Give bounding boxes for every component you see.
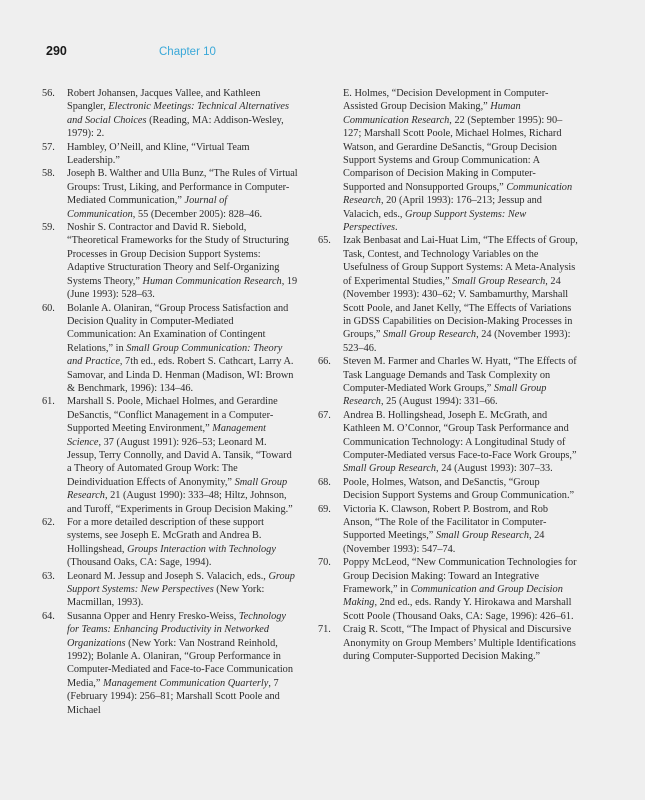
right-column (318, 87, 578, 663)
reference-text: Noshir S. Contractor and David R. Siebold, “Theoretical Frameworks for the Study of Structuring Processes in Group Decision Support Systems: Adaptive Structuration Theory and Self-Organizing Systems Theory,” Human Communication Research, 19 (June 1993): 528–63. (67, 222, 298, 301)
reference-number: 64. (42, 610, 55, 622)
reference-text: Marshall S. Poole, Michael Holmes, and Gerardine DeSanctis, “Conflict Management in a Computer-Supported Meeting Environment,” Management Science, 37 (August 1991): 926–53; Leonard M. Jessup, Terry Connolly, and David A. Tansik, “Toward a Theory of Automated Group Work: The Deindividuation Effects of Anonymity,” Small Group Research, 21 (August 1990): 333–48; Hiltz, Johnson, and Turoff, “Experiments in Group Decision Making.” (67, 396, 293, 515)
reference-entry (42, 167, 298, 221)
reference-text: Hambley, O’Neill, and Kline, “Virtual Team Leadership.” (67, 141, 250, 167)
reference-number: 56. (42, 88, 55, 99)
reference-entry (42, 610, 298, 717)
reference-text: E. Holmes, “Decision Development in Computer-Assisted Group Decision Making,” Human Communication Research, 22 (September 1995): 90–127; Marshall Scott Poole, Michael Holmes, Richard Watson, and Gerardine DeSanctis, “Group Decision Support Systems and Group Communication: A Comparison of Decision Making in Computer-Supported and Nonsupported Groups,” Communication Research, 20 (April 1993): 176–213; Jessup and Valacich, eds., Group Support Systems: New Perspectives. (343, 88, 573, 234)
reference-entry (42, 302, 298, 396)
reference-number: 67. (318, 409, 331, 421)
reference-entry (42, 221, 298, 301)
reference-number: 71. (318, 624, 331, 636)
reference-text: Victoria K. Clawson, Robert P. Bostrom, and Rob Anson, “The Role of the Facilitator in Computer-Supported Meetings,” Small Group Research, 24 (November 1993): 547–74. (343, 503, 549, 555)
reference-text: Joseph B. Walther and Ulla Bunz, “The Rules of Virtual Groups: Trust, Liking, and Performance in Computer-Mediated Communication,” Journal of Communication, 55 (December 2005): 828–46. (67, 168, 298, 220)
reference-entry (318, 476, 578, 503)
reference-number: 70. (318, 557, 331, 569)
reference-number: 66. (318, 356, 331, 368)
page-header (46, 44, 216, 58)
reference-entry (318, 623, 578, 663)
reference-text: Robert Johansen, Jacques Vallee, and Kathleen Spangler, Electronic Meetings: Technical Alternatives and Social Choices (Reading, MA: Addison-Wesley, 1979): 2. (67, 88, 289, 140)
reference-entry (42, 570, 298, 610)
reference-text: For a more detailed description of these support systems, see Joseph E. McGrath and Andrea B. Hollingshead, Groups Interaction with Technology (Thousand Oaks, CA: Sage, 1994). (67, 517, 276, 569)
reference-number: 69. (318, 503, 331, 515)
reference-number: 59. (42, 222, 55, 234)
reference-text: Leonard M. Jessup and Joseph S. Valacich, eds., Group Support Systems: New Perspectives (New York: Macmillan, 1993). (67, 570, 295, 609)
reference-number: 63. (42, 570, 55, 582)
reference-entry (318, 355, 578, 409)
reference-text: Izak Benbasat and Lai-Huat Lim, “The Effects of Group, Task, Contest, and Technology Variables on the Usefulness of Group Support Systems: A Meta-Analysis of Experimental Studies,” Small Group Research, 24 (November 1993): 430–62; V. Sambamurthy, Marshall Scott Poole, and Janet Kelly, “The Effects of Variations in GDSS Capabilities on Decision-Making Processes in Groups,” Small Group Research, 24 (November 1993): 523–46. (343, 235, 578, 354)
reference-number: 57. (42, 141, 55, 153)
reference-number: 58. (42, 168, 55, 180)
left-column (42, 87, 298, 717)
reference-text: Steven M. Farmer and Charles W. Hyatt, “The Effects of Task Language Demands and Task Complexity on Computer-Mediated Work Groups,” Small Group Research, 25 (August 1994): 331–66. (343, 356, 577, 408)
reference-number: 68. (318, 476, 331, 488)
reference-number: 65. (318, 235, 331, 247)
reference-entry (318, 556, 578, 623)
reference-text: Poppy McLeod, “New Communication Technologies for Group Decision Making: Toward an Integrative Framework,” in Communication and Group Decision Making, 2nd ed., eds. Randy Y. Hirokawa and Marshall Scott Poole (Thousand Oaks, CA: Sage, 1996): 426–61. (343, 557, 577, 622)
page-number: 290 (46, 44, 67, 58)
reference-number: 60. (42, 302, 55, 314)
reference-entry (42, 87, 298, 141)
reference-text: Andrea B. Hollingshead, Joseph E. McGrath, and Kathleen M. O’Connor, “Group Task Performance and Communication Technology: A Longitudinal Study of Computer-Mediated versus Face-to-Face Work Groups,” Small Group Research, 24 (August 1993): 307–33. (343, 409, 577, 475)
reference-text: Susanna Opper and Henry Fresko-Weiss, Technology for Teams: Enhancing Productivity in Networked Organizations (New York: Van Nostrand Reinhold, 1992); Bolanle A. Olaniran, “Group Performance in Computer-Mediated and Face-to-Face Communication Media,” Management Communication Quarterly, 7 (February 1994): 256–81; Marshall Scott Poole and Michael (67, 610, 293, 716)
chapter-label: Chapter 10 (159, 46, 216, 58)
reference-number: 61. (42, 396, 55, 408)
reference-text: Poole, Holmes, Watson, and DeSanctis, “Group Decision Support Systems and Group Communication.” (343, 476, 575, 502)
reference-entry (42, 395, 298, 516)
reference-entry (318, 87, 578, 234)
reference-entry (318, 234, 578, 355)
reference-entry (42, 141, 298, 168)
reference-text: Bolanle A. Olaniran, “Group Process Satisfaction and Decision Quality in Computer-Mediated Communication: An Examination of Contingent Relations,” in Small Group Communication: Theory and Practice, 7th ed., eds. Robert S. Cathcart, Larry A. Samovar, and Linda D. Henman (Madison, WI: Brown & Benchmark, 1996): 134–46. (67, 302, 294, 394)
reference-entry (318, 409, 578, 476)
reference-entry (42, 516, 298, 570)
reference-entry (318, 503, 578, 557)
reference-text: Craig R. Scott, “The Impact of Physical and Discursive Anonymity on Group Members’ Multiple Identifications during Computer-Supported Decision Making.” (343, 624, 576, 663)
reference-number: 62. (42, 517, 55, 528)
